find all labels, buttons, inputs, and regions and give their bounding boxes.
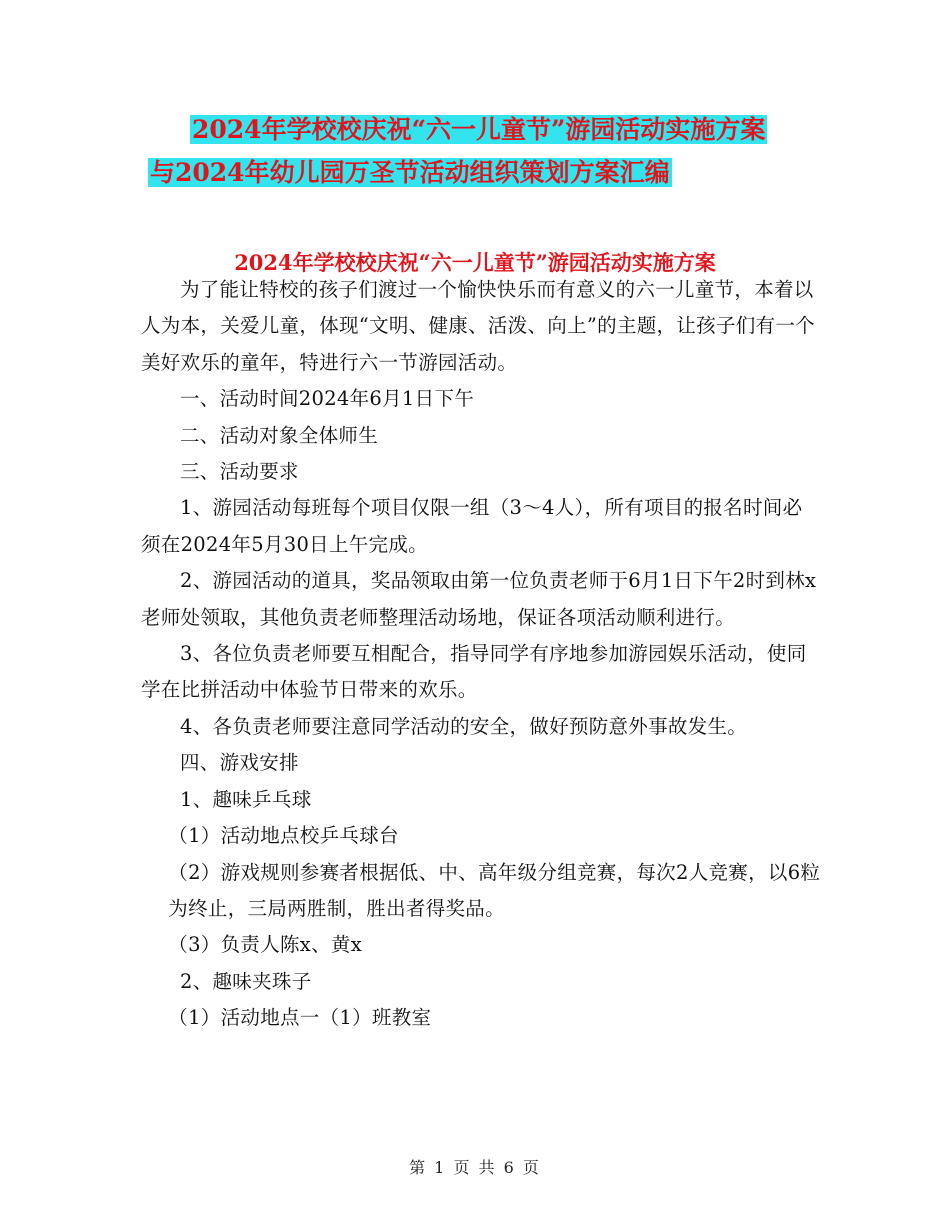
title-line-1 xyxy=(190,114,767,146)
paragraph-game-2-location: （1）活动地点一（1）班教室 xyxy=(168,1006,432,1030)
section-heading: 2024年学校校庆祝“六一儿童节”游园活动实施方案 xyxy=(234,250,716,275)
paragraph-requirement-4: 4、各负责老师要注意同学活动的安全，做好预防意外事故发生。 xyxy=(180,714,748,738)
paragraph-requirement-3: 3、各位负责老师要互相配合，指导同学有序地参加游园娱乐活动，使同学在比拼活动中体验节日带来的欢乐。 xyxy=(141,642,807,702)
paragraph-requirements-heading: 三、活动要求 xyxy=(180,460,299,484)
paragraph-target: 二、活动对象全体师生 xyxy=(180,423,379,447)
paragraph-intro: 为了能让特校的孩子们渡过一个愉快快乐而有意义的六一儿童节，本着以人为本，关爱儿童，体现“文明、健康、活泼、向上”的主题，让孩子们有一个美好欢乐的童年，特进行六一节游园活动。 xyxy=(141,278,815,374)
paragraph-time: 一、活动时间2024年6月1日下午 xyxy=(180,387,475,411)
paragraph-game-1-rules: （2）游戏规则参赛者根据低、中、高年级分组竞赛，每次2人竞赛，以6粒为终止，三局两胜制，胜出者得奖品。 xyxy=(168,860,821,920)
page-footer: 第 1 页 共 6 页 xyxy=(409,1158,541,1177)
paragraph-game-2-title: 2、趣味夹珠子 xyxy=(180,969,312,993)
paragraph-game-1-location: （1）活动地点校乒乓球台 xyxy=(168,824,399,848)
paragraph-game-1-title: 1、趣味乒乓球 xyxy=(180,787,312,811)
paragraph-games-heading: 四、游戏安排 xyxy=(180,751,299,775)
document-body xyxy=(141,272,821,1037)
paragraph-requirement-2: 2、游园活动的道具，奖品领取由第一位负责老师于6月1日下午2时到林x老师处领取，其他负责老师整理活动场地，保证各项活动顺利进行。 xyxy=(141,569,817,629)
paragraph-requirement-1: 1、游园活动每班每个项目仅限一组（3～4人），所有项目的报名时间必须在2024年5月30日上午完成。 xyxy=(141,496,803,556)
title-line-2 xyxy=(148,157,672,189)
paragraph-game-1-owner: （3）负责人陈x、黄x xyxy=(168,933,362,957)
title-line-2-text: 与2024年幼儿园万圣节活动组织策划方案汇编 xyxy=(150,158,670,187)
title-line-1-text: 2024年学校校庆祝“六一儿童节”游园活动实施方案 xyxy=(192,115,766,144)
